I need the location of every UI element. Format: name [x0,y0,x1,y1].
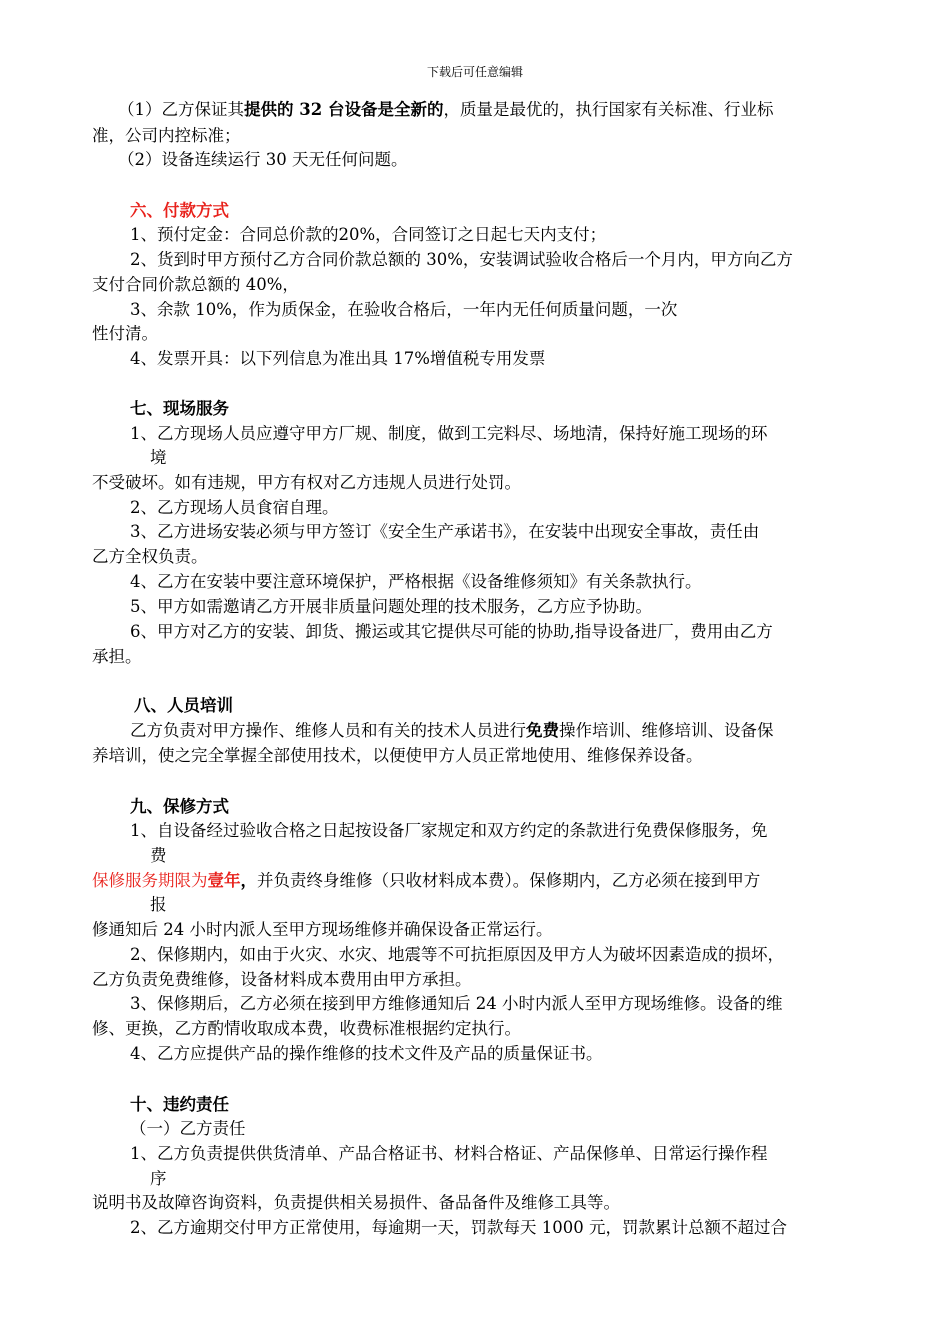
text-run: 六、付款方式 [130,201,229,220]
text-run: 3、乙方进场安装必须与甲方签订《安全生产承诺书》，在安装中出现安全事故，责任由 [130,522,760,541]
text-run: （1）乙方保证其 [118,100,244,119]
warranty-item-3-line-1 [130,992,782,1016]
text-run: 保修服务期限为 [92,871,208,890]
text-run: 操作培训、维修培训、设备保 [559,721,774,740]
service-item-6-line-1 [130,620,773,644]
text-run: 6、甲方对乙方的安装、卸货、搬运或其它提供尽可能的协助,指导设备进厂，费用由乙方 [130,622,773,641]
warranty-item-1-line-1 [130,819,768,843]
text-run: 养培训，使之完全掌握全部使用技术，以便使甲方人员正常地使用、维修保养设备。 [92,746,703,765]
text-run: ，质量是最优的，执行国家有关标准、行业标 [443,100,774,119]
text-run: 不受破坏。如有违规，甲方有权对乙方违规人员进行处罚。 [92,473,521,492]
text-run: 准，公司内控标准； [92,126,241,145]
training-line-2 [92,744,703,768]
payment-item-2-line-2 [92,273,299,297]
warranty-item-1-line-4 [150,893,167,917]
section-10-heading [130,1093,229,1117]
text-run: 序 [150,1169,167,1188]
text-run: 修、更换，乙方酌情收取成本费，收费标准根据约定执行。 [92,1019,521,1038]
text-run: 3、余款 10%，作为质保金，在验收合格后，一年内无任何质量问题，一次 [130,300,678,319]
service-item-5 [130,595,652,619]
text-run: 2、乙方现场人员食宿自理。 [130,498,339,517]
text-run: （2）设备连续运行 30 天无任何问题。 [118,150,408,169]
text-run: （一）乙方责任 [130,1119,246,1138]
service-item-1-line-1 [130,422,768,446]
section-8-heading [134,694,233,718]
text-run: 十、违约责任 [130,1095,229,1114]
clause-6-1-line-1 [118,98,773,122]
warranty-item-4 [130,1042,603,1066]
text-run: 4、乙方在安装中要注意环境保护，严格根据《设备维修须知》有关条款执行。 [130,572,702,591]
service-item-6-line-2 [92,645,142,669]
text-run: 提供的 32 台设备是全新的 [244,100,444,119]
text-run: 境 [150,448,167,467]
text-run: ， [240,871,257,890]
text-run: 1、预付定金：合同总价款的20%，合同签订之日起七天内支付； [130,225,607,244]
liability-item-1-line-2 [150,1167,167,1191]
text-run: 2、货到时甲方预付乙方合同价款总额的 30%，安装调试验收合格后一个月内，甲方向乙方 [130,250,793,269]
training-line-1 [130,719,774,743]
section-9-heading [130,795,229,819]
text-run: 乙方全权负责。 [92,547,208,566]
payment-item-3-line-2 [92,322,158,346]
payment-item-2-line-1 [130,248,793,272]
clause-6-2 [118,148,407,172]
payment-item-4 [130,347,545,371]
text-run: 七、现场服务 [130,399,229,418]
text-run: 1、自设备经过验收合格之日起按设备厂家规定和双方约定的条款进行免费保修服务，免 [130,821,768,840]
text-run: 4、乙方应提供产品的操作维修的技术文件及产品的质量保证书。 [130,1044,603,1063]
text-run: 费 [150,846,167,865]
payment-item-1 [130,223,606,247]
warranty-item-1-line-3 [92,869,760,893]
text-run: 5、甲方如需邀请乙方开展非质量问题处理的技术服务，乙方应予协助。 [130,597,652,616]
text-run: 壹年 [207,871,241,890]
text-run: 并负责终身维修（只收材料成本费）。保修期内，乙方必须在接到甲方 [257,871,761,890]
service-item-1-line-2 [150,446,167,470]
section-7-heading [130,397,229,421]
text-run: 3、保修期后，乙方必须在接到甲方维修通知后 24 小时内派人至甲方现场维修。设备的维 [130,994,783,1013]
text-run: 乙方负责对甲方操作、维修人员和有关的技术人员进行 [130,721,526,740]
liability-item-1-line-1 [130,1142,768,1166]
text-run: 报 [150,895,167,914]
warranty-item-2-line-2 [92,968,472,992]
text-run: 九、保修方式 [130,797,229,816]
section-6-heading [130,199,229,223]
warranty-item-3-line-2 [92,1017,521,1041]
text-run: 乙方负责免费维修，设备材料成本费用由甲方承担。 [92,970,472,989]
text-run: 2、保修期内，如由于火灾、水灾、地震等不可抗拒原因及甲方人为破坏因素造成的损坏， [130,945,784,964]
text-run: 支付合同价款总额的 40%， [92,275,299,294]
service-item-1-line-3 [92,471,521,495]
text-run: 4、发票开具：以下列信息为准出具 17%增值税专用发票 [130,349,546,368]
text-run: 说明书及故障咨询资料，负责提供相关易损件、备品备件及维修工具等。 [92,1193,620,1212]
service-item-3-line-2 [92,545,208,569]
clause-6-1-line-2 [92,124,241,148]
text-run: 1、乙方负责提供供货清单、产品合格证书、材料合格证、产品保修单、日常运行操作程 [130,1144,768,1163]
service-item-3-line-1 [130,520,759,544]
warranty-item-1-line-5 [92,918,553,942]
text-run: 承担。 [92,647,142,666]
liability-subheading [130,1117,246,1141]
text-run: 八、人员培训 [134,696,233,715]
service-item-2 [130,496,339,520]
page-header: 下载后可任意编辑 [426,65,523,79]
text-run: 2、乙方逾期交付甲方正常使用，每逾期一天，罚款每天 1000 元，罚款累计总额不超过合 [130,1218,787,1237]
service-item-4 [130,570,702,594]
text-run: 性付清。 [92,324,158,343]
text-run: 免费 [526,721,559,740]
payment-item-3-line-1 [130,298,677,322]
warranty-item-2-line-1 [130,943,784,967]
text-run: 1、乙方现场人员应遵守甲方厂规、制度，做到工完料尽、场地清，保持好施工现场的环 [130,424,768,443]
text-run: 修通知后 24 小时内派人至甲方现场维修并确保设备正常运行。 [92,920,553,939]
warranty-item-1-line-2 [150,844,167,868]
liability-item-1-line-3 [92,1191,620,1215]
liability-item-2 [130,1216,787,1240]
